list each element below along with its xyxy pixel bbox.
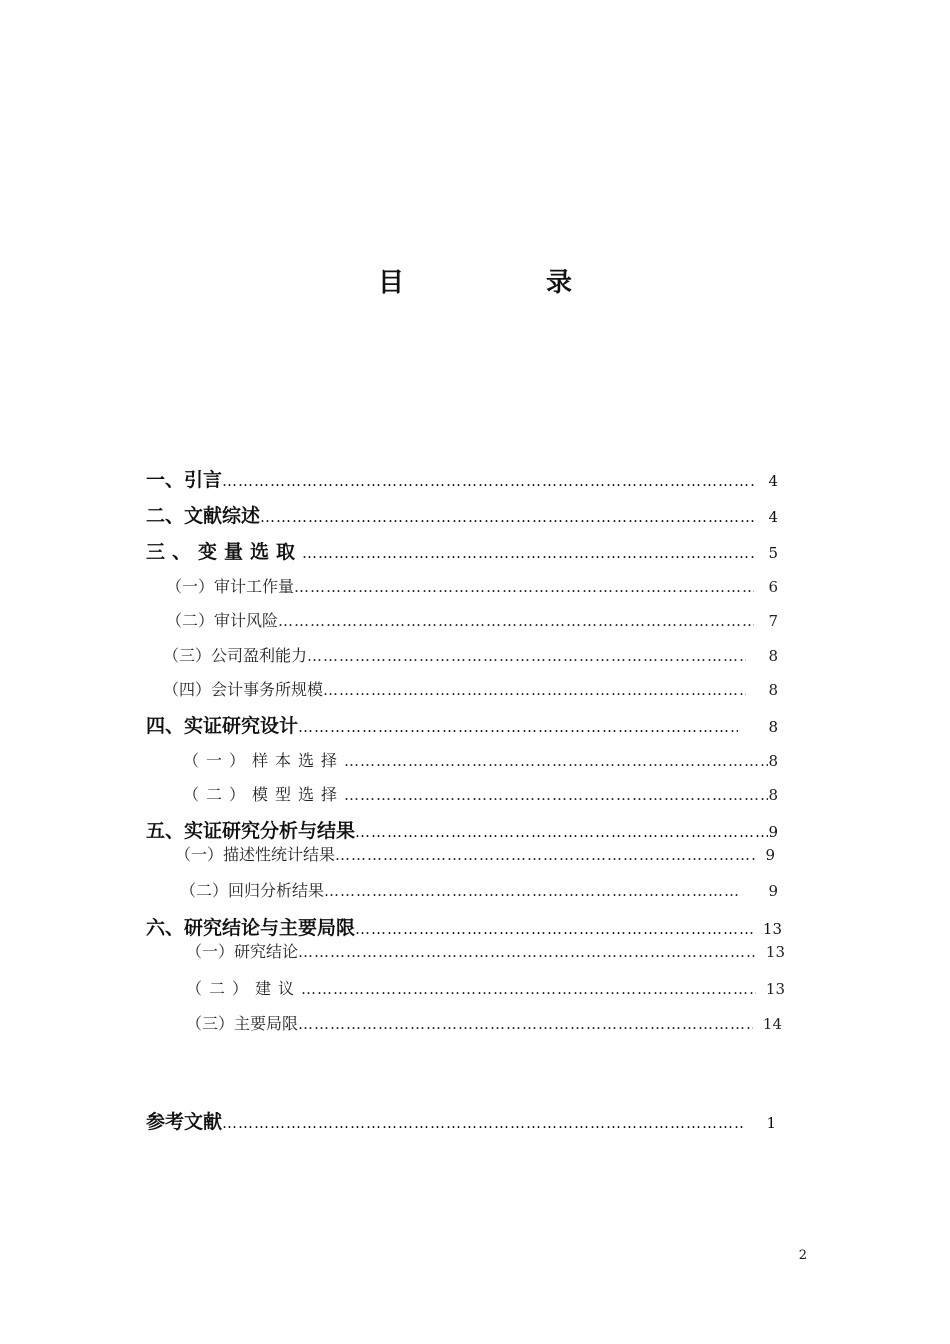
toc-page-number: 6 bbox=[768, 578, 778, 596]
toc-entry-audit-workload[interactable] bbox=[166, 574, 778, 597]
toc-leader bbox=[260, 508, 754, 526]
toc-label: 二、文献综述 bbox=[146, 505, 261, 527]
toc-page-number: 14 bbox=[762, 1015, 782, 1033]
page-number: 2 bbox=[798, 1248, 807, 1263]
toc-entry-sample-selection[interactable] bbox=[183, 748, 778, 771]
toc-leader bbox=[222, 472, 754, 490]
toc-page-number: 8 bbox=[768, 681, 778, 699]
toc-entry-research-design[interactable] bbox=[146, 711, 778, 738]
toc-label: （三）主要局限 bbox=[186, 1014, 299, 1033]
toc-label: 参考文献 bbox=[146, 1111, 223, 1133]
toc-leader bbox=[344, 752, 768, 770]
toc-page-number: 5 bbox=[768, 544, 778, 562]
toc-label: （二）回归分析结果 bbox=[180, 881, 325, 900]
toc-page-number: 1 bbox=[766, 1114, 776, 1132]
toc-entry-main-limitations[interactable] bbox=[186, 1011, 782, 1034]
toc-leader bbox=[344, 786, 768, 804]
toc-entry-literature-review[interactable] bbox=[146, 501, 778, 528]
toc-page-number: 13 bbox=[765, 943, 785, 961]
toc-label: 六、研究结论与主要局限 bbox=[146, 917, 356, 939]
toc-entry-variable-selection[interactable] bbox=[146, 537, 778, 564]
toc-entry-firm-size[interactable] bbox=[163, 677, 778, 700]
toc-page-number: 8 bbox=[768, 752, 778, 770]
toc-entry-references[interactable] bbox=[146, 1107, 776, 1134]
toc-page-number: 9 bbox=[768, 823, 778, 841]
toc-page-number: 7 bbox=[768, 612, 778, 630]
toc-label: 五、实证研究分析与结果 bbox=[146, 820, 356, 842]
toc-label: （二）审计风险 bbox=[166, 611, 279, 630]
toc-leader bbox=[298, 718, 738, 736]
toc-entry-analysis-results[interactable] bbox=[146, 816, 778, 843]
toc-label: （一）审计工作量 bbox=[166, 577, 295, 596]
toc-leader bbox=[335, 846, 755, 864]
toc-entry-introduction[interactable] bbox=[146, 465, 778, 492]
toc-entry-descriptive-stats[interactable] bbox=[175, 842, 775, 865]
toc-leader bbox=[355, 823, 768, 841]
toc-label: （三）公司盈利能力 bbox=[163, 646, 308, 665]
toc-leader bbox=[278, 612, 754, 630]
toc-label: （一）样本选择 bbox=[183, 751, 345, 770]
toc-page-number: 8 bbox=[768, 647, 778, 665]
toc-entry-profitability[interactable] bbox=[163, 643, 778, 666]
toc-page-number: 9 bbox=[765, 846, 775, 864]
toc-entry-model-selection[interactable] bbox=[183, 782, 778, 805]
toc-page-number: 4 bbox=[768, 508, 778, 526]
toc-leader bbox=[302, 544, 754, 562]
toc-page-number: 13 bbox=[762, 920, 782, 938]
toc-entry-conclusions-limitations[interactable] bbox=[146, 913, 782, 940]
toc-entry-regression-results[interactable] bbox=[180, 878, 778, 901]
toc-entry-recommendations[interactable] bbox=[186, 976, 785, 999]
toc-label: 一、引言 bbox=[146, 469, 223, 491]
toc-label: （一）研究结论 bbox=[186, 942, 299, 961]
toc-entry-audit-risk[interactable] bbox=[166, 608, 778, 631]
toc-leader bbox=[324, 882, 738, 900]
toc-page-number: 8 bbox=[768, 786, 778, 804]
toc-leader bbox=[307, 647, 746, 665]
toc-page-number: 13 bbox=[765, 980, 785, 998]
toc-leader bbox=[355, 920, 753, 938]
toc-label: （一）描述性统计结果 bbox=[175, 845, 336, 864]
toc-leader bbox=[298, 1015, 753, 1033]
toc-page-number: 8 bbox=[768, 718, 778, 736]
toc-label: （四）会计事务所规模 bbox=[163, 680, 324, 699]
toc-label: 四、实证研究设计 bbox=[146, 715, 299, 737]
toc-entry-research-conclusions[interactable] bbox=[186, 939, 785, 962]
page-title: 目 录 bbox=[377, 268, 630, 298]
toc-leader bbox=[301, 980, 756, 998]
toc-leader bbox=[298, 943, 756, 961]
toc-leader bbox=[323, 681, 746, 699]
toc-label: （二）建议 bbox=[186, 979, 302, 998]
toc-label: 三、变量选取 bbox=[146, 541, 303, 563]
toc-label: （二）模型选择 bbox=[183, 785, 345, 804]
toc-page-number: 9 bbox=[768, 882, 778, 900]
toc-leader bbox=[222, 1114, 744, 1132]
toc-page-number: 4 bbox=[768, 472, 778, 490]
toc-leader bbox=[294, 578, 754, 596]
